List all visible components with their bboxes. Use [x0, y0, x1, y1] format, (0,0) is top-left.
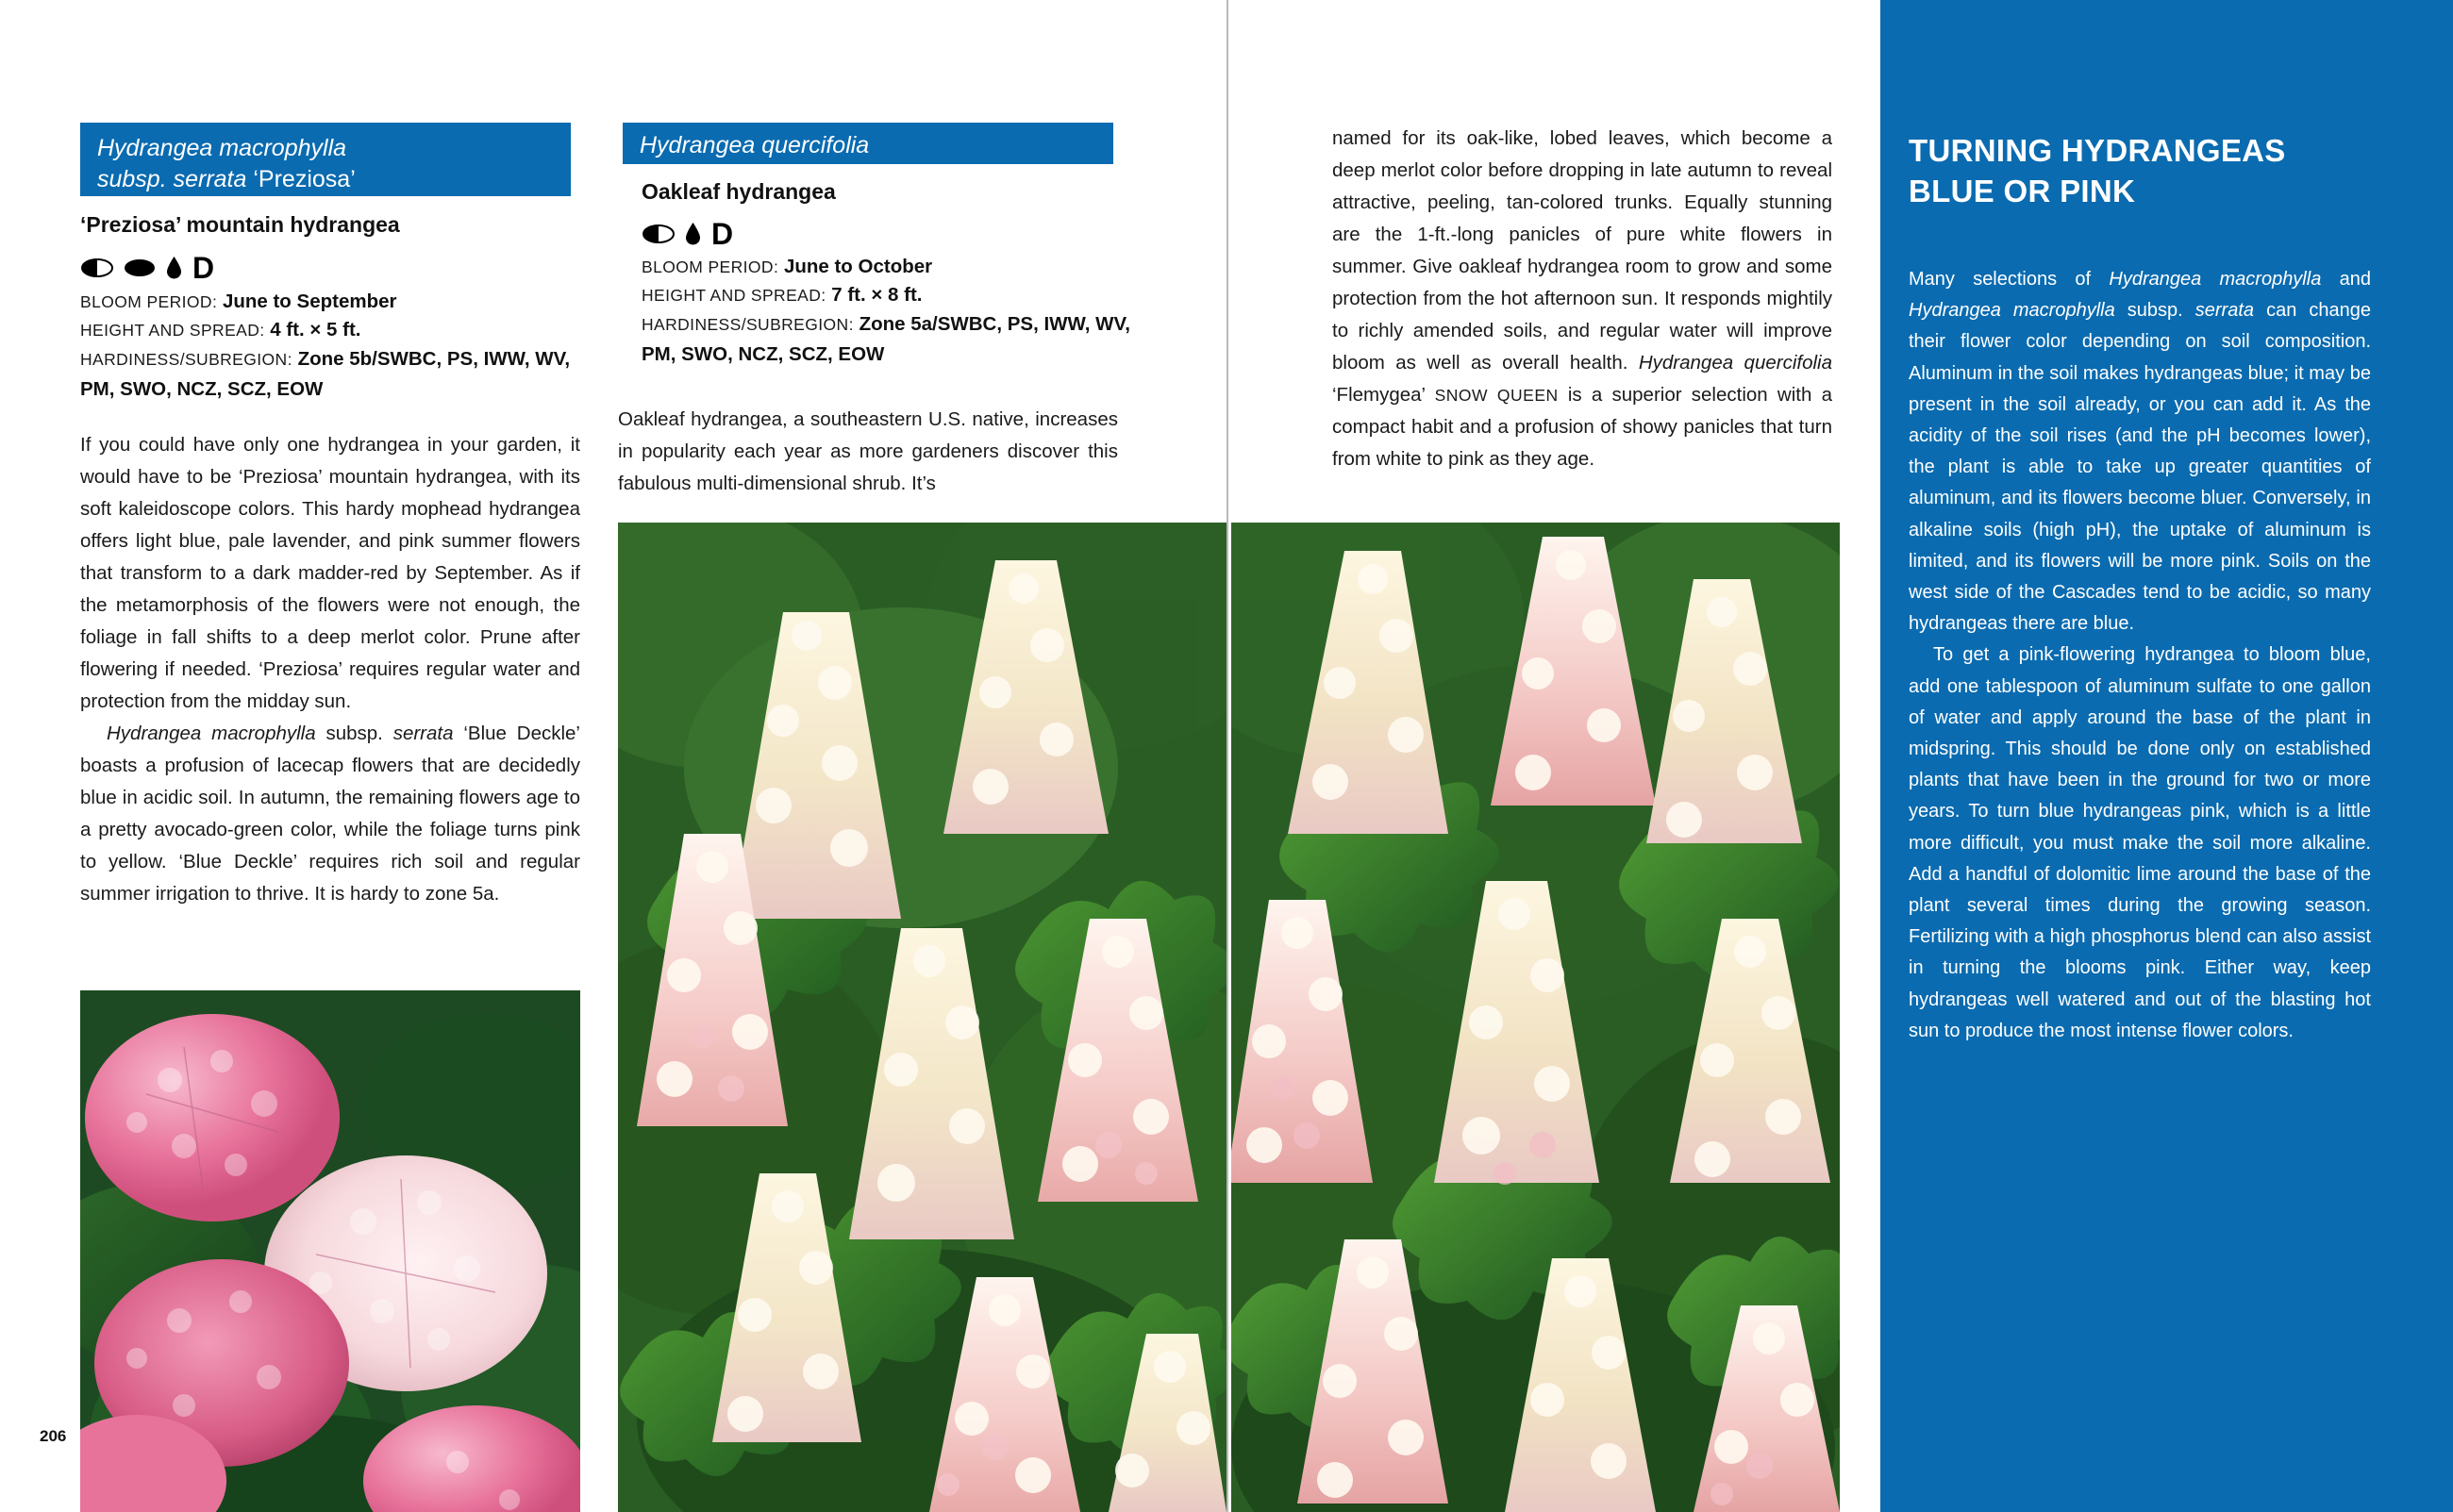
stat-label-hardiness: HARDINESS/SUBREGION:	[642, 315, 854, 334]
sidebar-panel-turning-hydrangeas	[1880, 0, 2453, 1512]
common-name-quercifolia: Oakleaf hydrangea	[642, 179, 836, 204]
sb-p1-part0: Many selections of	[1909, 269, 2110, 290]
stat-label-bloom-period: BLOOM PERIOD:	[642, 258, 779, 276]
entry-heading-preziosa	[80, 123, 571, 196]
stat-label-hardiness: HARDINESS/SUBREGION:	[80, 350, 292, 369]
latin-name-line2	[97, 164, 554, 195]
paragraph-2	[80, 718, 580, 910]
stat-value-bloom-period: June to September	[222, 291, 397, 312]
stat-label-height-spread: HEIGHT AND SPREAD:	[642, 286, 826, 305]
page-number: 206	[40, 1427, 67, 1445]
paragraph-1: Oakleaf hydrangea, a southeastern U.S. native, increases in popularity each year as more gardeners discover this fabulous multi-dimensional shrub. It’s	[618, 408, 1118, 494]
text-part-a: named for its oak-like, lobed leaves, which become a deep merlot color before dropping in late autumn to reveal attractive, peeling, tan-colored trunks. Equally stunning are the 1-ft.-long panicles of pure white flowers in summer. Give oakleaf hydrangea room to grow and some protection from the hot afternoon sun. It responds mightily to richly amended soils, and regular water will improve bloom as well as overall health.	[1332, 127, 1832, 374]
photo-oakleaf-left	[618, 523, 1226, 1512]
stat-bloom-period	[642, 253, 1132, 281]
text-part-b: ‘Flemygea’	[1332, 384, 1435, 406]
sb-p1-part4: subsp.	[2114, 300, 2195, 322]
photo-preziosa-art	[80, 990, 580, 1512]
latin-name-subsp: subsp. serrata	[97, 166, 247, 192]
full-shade-icon	[124, 258, 156, 277]
paragraph-continued	[1332, 123, 1832, 475]
photo-oakleaf-left-art	[618, 523, 1226, 1512]
body-text-quercifolia-col1	[618, 404, 1118, 500]
stat-height-spread	[642, 281, 1132, 309]
water-drop-icon	[685, 223, 701, 245]
latin-name-line1: Hydrangea macrophylla	[97, 135, 347, 161]
inline-latin-2: serrata	[392, 723, 454, 744]
stat-value-height-spread: 7 ft. × 8 ft.	[831, 284, 923, 306]
sidebar-title: TURNING HYDRANGEAS BLUE OR PINK	[1909, 133, 2286, 208]
stat-value-bloom-period: June to October	[783, 256, 933, 277]
common-name-preziosa: ‘Preziosa’ mountain hydrangea	[80, 212, 400, 237]
stat-label-height-spread: HEIGHT AND SPREAD:	[80, 321, 265, 340]
stats-preziosa	[80, 288, 571, 404]
cultivar-name: ‘Preziosa’	[246, 166, 356, 192]
sidebar-body	[1909, 264, 2371, 1047]
photo-preziosa	[80, 990, 580, 1512]
inline-latin-quercifolia: Hydrangea quercifolia	[1638, 352, 1832, 374]
stat-value-height-spread: 4 ft. × 5 ft.	[270, 319, 361, 341]
entry-heading-quercifolia	[623, 123, 1113, 164]
stats-quercifolia	[642, 253, 1132, 369]
page-gutter	[1226, 0, 1228, 1512]
stat-hardiness	[642, 309, 1132, 369]
sb-p1-part2: and	[2321, 269, 2371, 290]
inline-roman-2: ‘Blue Deckle’ boasts a profusion of lacecap flowers that are decidedly blue in acidic soil. In autumn, the remaining flowers age to a pretty avocado-green color, while the foliage turns pink to yellow. ‘Blue Deckle’ requires rich soil and regular summer irrigation to thrive. It is hardy to zone 5a.	[80, 723, 580, 905]
inline-roman-1: subsp.	[315, 723, 393, 744]
stat-height-spread	[80, 316, 571, 344]
latin-name-quercifolia: Hydrangea quercifolia	[640, 132, 870, 158]
paragraph-1: If you could have only one hydrangea in your garden, it would have to be ‘Preziosa’ mountain hydrangea, with its soft kaleidoscope colors. This hardy mophead hydrangea offers light blue, pale lavender, and pink summer flowers that transform to a dark madder-red by September. As if the metamorphosis of the flowers were not enough, the foliage in fall shifts to a deep merlot color. Prune after flowering if needed. ‘Preziosa’ requires regular water and protection from the midday sun.	[80, 434, 580, 712]
inline-latin-1: Hydrangea macrophylla	[107, 723, 316, 744]
stat-hardiness	[80, 344, 571, 404]
body-text-preziosa	[80, 429, 580, 910]
icon-row-quercifolia	[642, 219, 733, 249]
text-part-c: is a superior selection with a compact habit and a profusion of showy panicles that turn from white to pink as they age.	[1332, 384, 1832, 470]
photo-oakleaf-right-art	[1231, 523, 1840, 1512]
stat-bloom-period	[80, 288, 571, 316]
trademark-name-snow-queen: SNOW QUEEN	[1434, 386, 1559, 405]
sb-p1-part1: Hydrangea macrophylla	[2109, 269, 2322, 290]
stat-value-hardiness: Zone 5b/SWBC, PS, IWW, WV, PM, SWO, NCZ, SCZ, EOW	[80, 348, 571, 400]
sidebar-paragraph-1	[1909, 264, 2371, 640]
icon-row-preziosa	[81, 253, 214, 283]
deciduous-d-icon: D	[711, 217, 734, 251]
photo-oakleaf-right	[1231, 523, 1840, 1512]
sb-p1-part6: can change their flower color depending on soil composition. Aluminum in the soil makes hydrangeas blue; it may be present in the soil already, or you can add it. As the acidity of the soil rises (and the pH becomes lower), the plant is able to take up greater quantities of aluminum, and its flowers become bluer. Conversely, in alkaline soils (high pH), the uptake of aluminum is limited, and its flowers will be more pink. Soils on the west side of the Cascades tend to be acidic, so many hydrangeas there are blue.	[1909, 300, 2371, 635]
part-shade-icon	[81, 258, 113, 277]
stat-value-hardiness: Zone 5a/SWBC, PS, IWW, WV, PM, SWO, NCZ, SCZ, EOW	[642, 313, 1130, 365]
sidebar-paragraph-2: To get a pink-flowering hydrangea to bloom blue, add one tablespoon of aluminum sulfate to one gallon of water and apply around the base of the plant in midspring. This should be done only on established plants that have been in the ground for two or more years. To turn blue hydrangeas pink, which is a little more difficult, you must make the soil more alkaline. Add a handful of dolomitic lime around the base of the plant several times during the growing season. Fertilizing with a high phosphorus blend can also assist in turning the blooms pink. Either way, keep hydrangeas well watered and out of the blasting hot sun to produce the most intense flower colors.	[1909, 644, 2371, 1041]
sb-p1-part5: serrata	[2194, 300, 2255, 322]
sb-p1-part3: Hydrangea macrophylla	[1909, 300, 2115, 322]
water-drop-icon	[166, 257, 182, 279]
deciduous-d-icon: D	[192, 251, 215, 285]
body-text-quercifolia-col2	[1332, 123, 1832, 475]
stat-label-bloom-period: BLOOM PERIOD:	[80, 292, 218, 311]
part-shade-icon	[642, 224, 675, 243]
